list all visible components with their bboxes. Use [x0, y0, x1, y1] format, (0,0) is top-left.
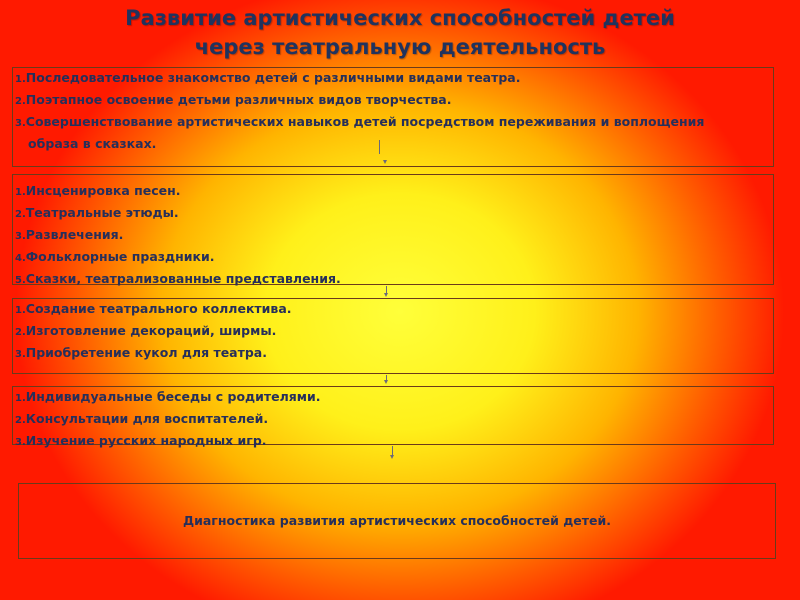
connector-arrow	[379, 140, 380, 154]
list-item: 3.Приобретение кукол для театра.	[15, 345, 267, 360]
stage-4-box	[12, 386, 774, 448]
connector-arrowhead	[384, 380, 388, 384]
list-item: 3.Развлечения.	[15, 227, 124, 242]
list-item: 2.Поэтапное освоение детьми различных видов творчества.	[15, 92, 452, 107]
list-item: 1.Инсценировка песен.	[15, 183, 181, 198]
list-item: 1.Индивидуальные беседы с родителями.	[15, 389, 321, 404]
list-item: 5.Сказки, театрализованные представления.	[15, 271, 341, 286]
page-title: Развитие артистических способностей детей через театральную деятельность	[125, 6, 675, 59]
list-item: 3.Совершенствование артистических навыков детей посредством переживания и воплощения	[15, 114, 705, 129]
list-item: образа в сказках.	[15, 136, 157, 151]
stage-3-box	[12, 298, 774, 374]
list-item: 1.Создание театрального коллектива.	[15, 301, 292, 316]
connector-arrowhead	[383, 160, 387, 164]
connector-arrowhead	[384, 293, 388, 297]
stage-2-box	[12, 174, 774, 285]
connector-arrowhead	[390, 455, 394, 459]
stage-1-box	[12, 67, 774, 167]
list-item: 3.Изучение русских народных игр.	[15, 433, 267, 448]
list-item: 1.Последовательное знакомство детей с различными видами театра.	[15, 70, 521, 85]
list-item: 4.Фольклорные праздники.	[15, 249, 215, 264]
list-item: 2.Консультации для воспитателей.	[15, 411, 269, 426]
list-item: 2.Театральные этюды.	[15, 205, 179, 220]
diagnostics-box	[18, 483, 776, 559]
diagnostics-label: Диагностика развития артистических способностей детей.	[182, 513, 611, 528]
list-item: 2.Изготовление декораций, ширмы.	[15, 323, 277, 338]
